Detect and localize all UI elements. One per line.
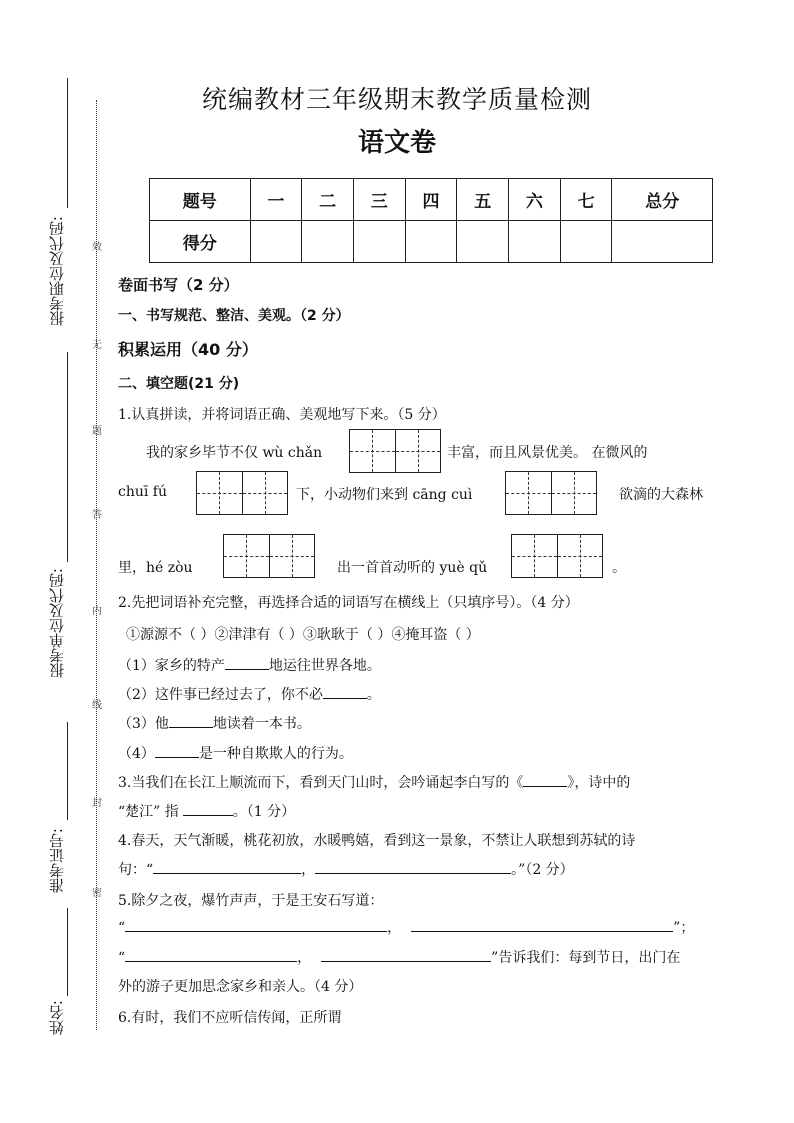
score-row-label: 得分 [150, 221, 251, 263]
exam-id-label: 准考证号: [48, 828, 66, 894]
answer-blank[interactable] [125, 947, 297, 962]
sentence-2-start: （2）这件事已经过去了，你不必 [118, 687, 323, 703]
sentence-1 [118, 655, 381, 675]
answer-blank[interactable] [225, 655, 269, 670]
score-header-cell: 二 [302, 179, 354, 221]
question-2-4-line2 [118, 859, 574, 879]
question-2-5-explain: ”告诉我们：每到节日，出门在 [491, 950, 681, 966]
score-header-cell: 四 [405, 179, 457, 221]
question-2-6: 6.有时，我们不应听信传闻，正所谓 [118, 1010, 342, 1026]
quote-open: “ [118, 920, 126, 936]
question-2-5-line1 [118, 917, 694, 937]
unit-code-label: 报考单位及代码: [48, 568, 66, 679]
score-header-cell: 六 [509, 179, 561, 221]
char-grid-hezou[interactable] [223, 534, 315, 578]
name-label: 姓名: [48, 1000, 66, 1036]
char-grid-yuequ[interactable] [511, 534, 603, 578]
quote-open: “ [118, 950, 126, 966]
pinyin-line-1b: 丰富，而且风景优美。 在微风的 [447, 445, 648, 461]
comma: ， [297, 950, 312, 966]
question-2: 二、填空题(21 分) [118, 376, 240, 392]
pinyin-line-3a: 里，hé zòu [118, 560, 193, 576]
char-grid-wuchan[interactable] [349, 429, 441, 473]
position-code-label: 报考职位及代码: [48, 216, 66, 327]
pinyin-line-2a: chuī fú [118, 484, 167, 500]
question-2-4-comma: ， [301, 862, 316, 878]
sentence-4 [118, 743, 353, 763]
section-accumulation: 积累运用（40 分） [118, 340, 258, 359]
comma: ， [387, 920, 402, 936]
question-2-3 [118, 772, 630, 792]
answer-blank[interactable] [169, 713, 213, 728]
question-2-4-end: 。”（2 分） [511, 862, 574, 878]
exam-title: 统编教材三年级期末教学质量检测 [201, 85, 592, 114]
question-2-4-prefix: 句：“ [118, 862, 154, 878]
sentence-3-start: （3）他 [118, 716, 169, 732]
margin-rule-3 [67, 722, 68, 820]
score-cell[interactable] [250, 221, 302, 263]
score-cell[interactable] [509, 221, 561, 263]
question-2-2: 2.先把词语补充完整，再选择合适的词语写在横线上（只填序号）。（4 分） [118, 595, 579, 611]
score-cell[interactable] [612, 221, 713, 263]
score-table [149, 178, 713, 263]
question-1: 一、书写规范、整洁、美观。（2 分） [118, 308, 350, 324]
question-2-3-text-end: 》，诗中的 [567, 775, 631, 791]
answer-blank[interactable] [155, 743, 199, 758]
pinyin-line-3c: 。 [612, 560, 626, 576]
pinyin-line-1a: 我的家乡毕节不仅 wù chǎn [146, 445, 323, 461]
idiom-list: ①源源不（ ）②津津有（ ）③耿耿于（ ）④掩耳盗（ ） [126, 627, 480, 643]
question-2-5-line3: 外的游子更加思念家乡和亲人。（4 分） [118, 979, 363, 995]
score-cell[interactable] [560, 221, 612, 263]
score-header-cell: 三 [353, 179, 405, 221]
margin-rule-2 [67, 352, 68, 562]
answer-blank[interactable] [523, 772, 567, 787]
question-2-3-chujiang: “楚江” 指 [118, 804, 179, 820]
sentence-3 [118, 713, 311, 733]
answer-blank[interactable] [153, 859, 301, 874]
question-2-1: 1.认真拼读，并将词语正确、美观地写下来。（5 分） [118, 407, 446, 423]
answer-blank[interactable] [183, 801, 233, 816]
seal-char-5: 内 [92, 606, 102, 617]
pinyin-line-3b: 出一首首动听的 yuè qǔ [337, 560, 488, 576]
question-2-4: 4.春天，天气渐暖，桃花初放，水暖鸭嬉，看到这一景象，不禁让人联想到苏轼的诗 [118, 833, 636, 849]
score-cell[interactable] [405, 221, 457, 263]
seal-char-2: 无 [92, 340, 102, 351]
answer-blank[interactable] [315, 859, 511, 874]
score-cell[interactable] [353, 221, 405, 263]
pinyin-line-2b: 下，小动物们来到 cāng cuì [296, 487, 473, 503]
score-header-cell: 题号 [150, 179, 251, 221]
sentence-2 [118, 684, 381, 704]
seal-char-8: 密 [92, 888, 102, 899]
char-grid-chuifu[interactable] [196, 471, 288, 515]
answer-blank[interactable] [321, 947, 491, 962]
score-header-cell: 总分 [612, 179, 713, 221]
char-grid-cangcui[interactable] [505, 471, 597, 515]
sentence-1-start: （1）家乡的特产 [118, 658, 225, 674]
score-header-cell: 五 [457, 179, 509, 221]
sentence-4-end: 是一种自欺欺人的行为。 [198, 746, 353, 762]
sentence-2-end: 。 [366, 687, 381, 703]
margin-rule-4 [67, 908, 68, 996]
question-2-5: 5.除夕之夜，爆竹声声，于是王安石写道： [118, 893, 384, 909]
answer-blank[interactable] [323, 684, 367, 699]
question-2-3-text: 3.当我们在长江上顺流而下，看到天门山时，会吟诵起李白写的《 [118, 775, 524, 791]
sentence-3-end: 地读着一本书。 [212, 716, 311, 732]
seal-char-7: 封 [92, 798, 102, 809]
answer-blank[interactable] [125, 917, 387, 932]
question-2-5-line2 [118, 947, 680, 967]
seal-char-6: 线 [92, 700, 102, 711]
exam-subtitle: 语文卷 [357, 128, 436, 158]
score-cell[interactable] [457, 221, 509, 263]
sentence-4-start: （4） [118, 746, 155, 762]
answer-blank[interactable] [411, 917, 673, 932]
section-writing: 卷面书写（2 分） [118, 276, 239, 294]
seal-char-1: 效 [92, 242, 102, 253]
sentence-1-end: 地运往世界各地。 [268, 658, 381, 674]
question-2-3-line2 [118, 801, 295, 821]
score-cell[interactable] [302, 221, 354, 263]
question-2-3-score: 。（1 分） [232, 804, 296, 820]
pinyin-line-2c: 欲滴的大森林 [619, 487, 703, 503]
seal-char-4: 答 [92, 510, 102, 521]
score-header-cell: 七 [560, 179, 612, 221]
quote-close: ”； [673, 920, 695, 936]
seal-char-3: 题 [92, 426, 102, 437]
score-header-cell: 一 [250, 179, 302, 221]
